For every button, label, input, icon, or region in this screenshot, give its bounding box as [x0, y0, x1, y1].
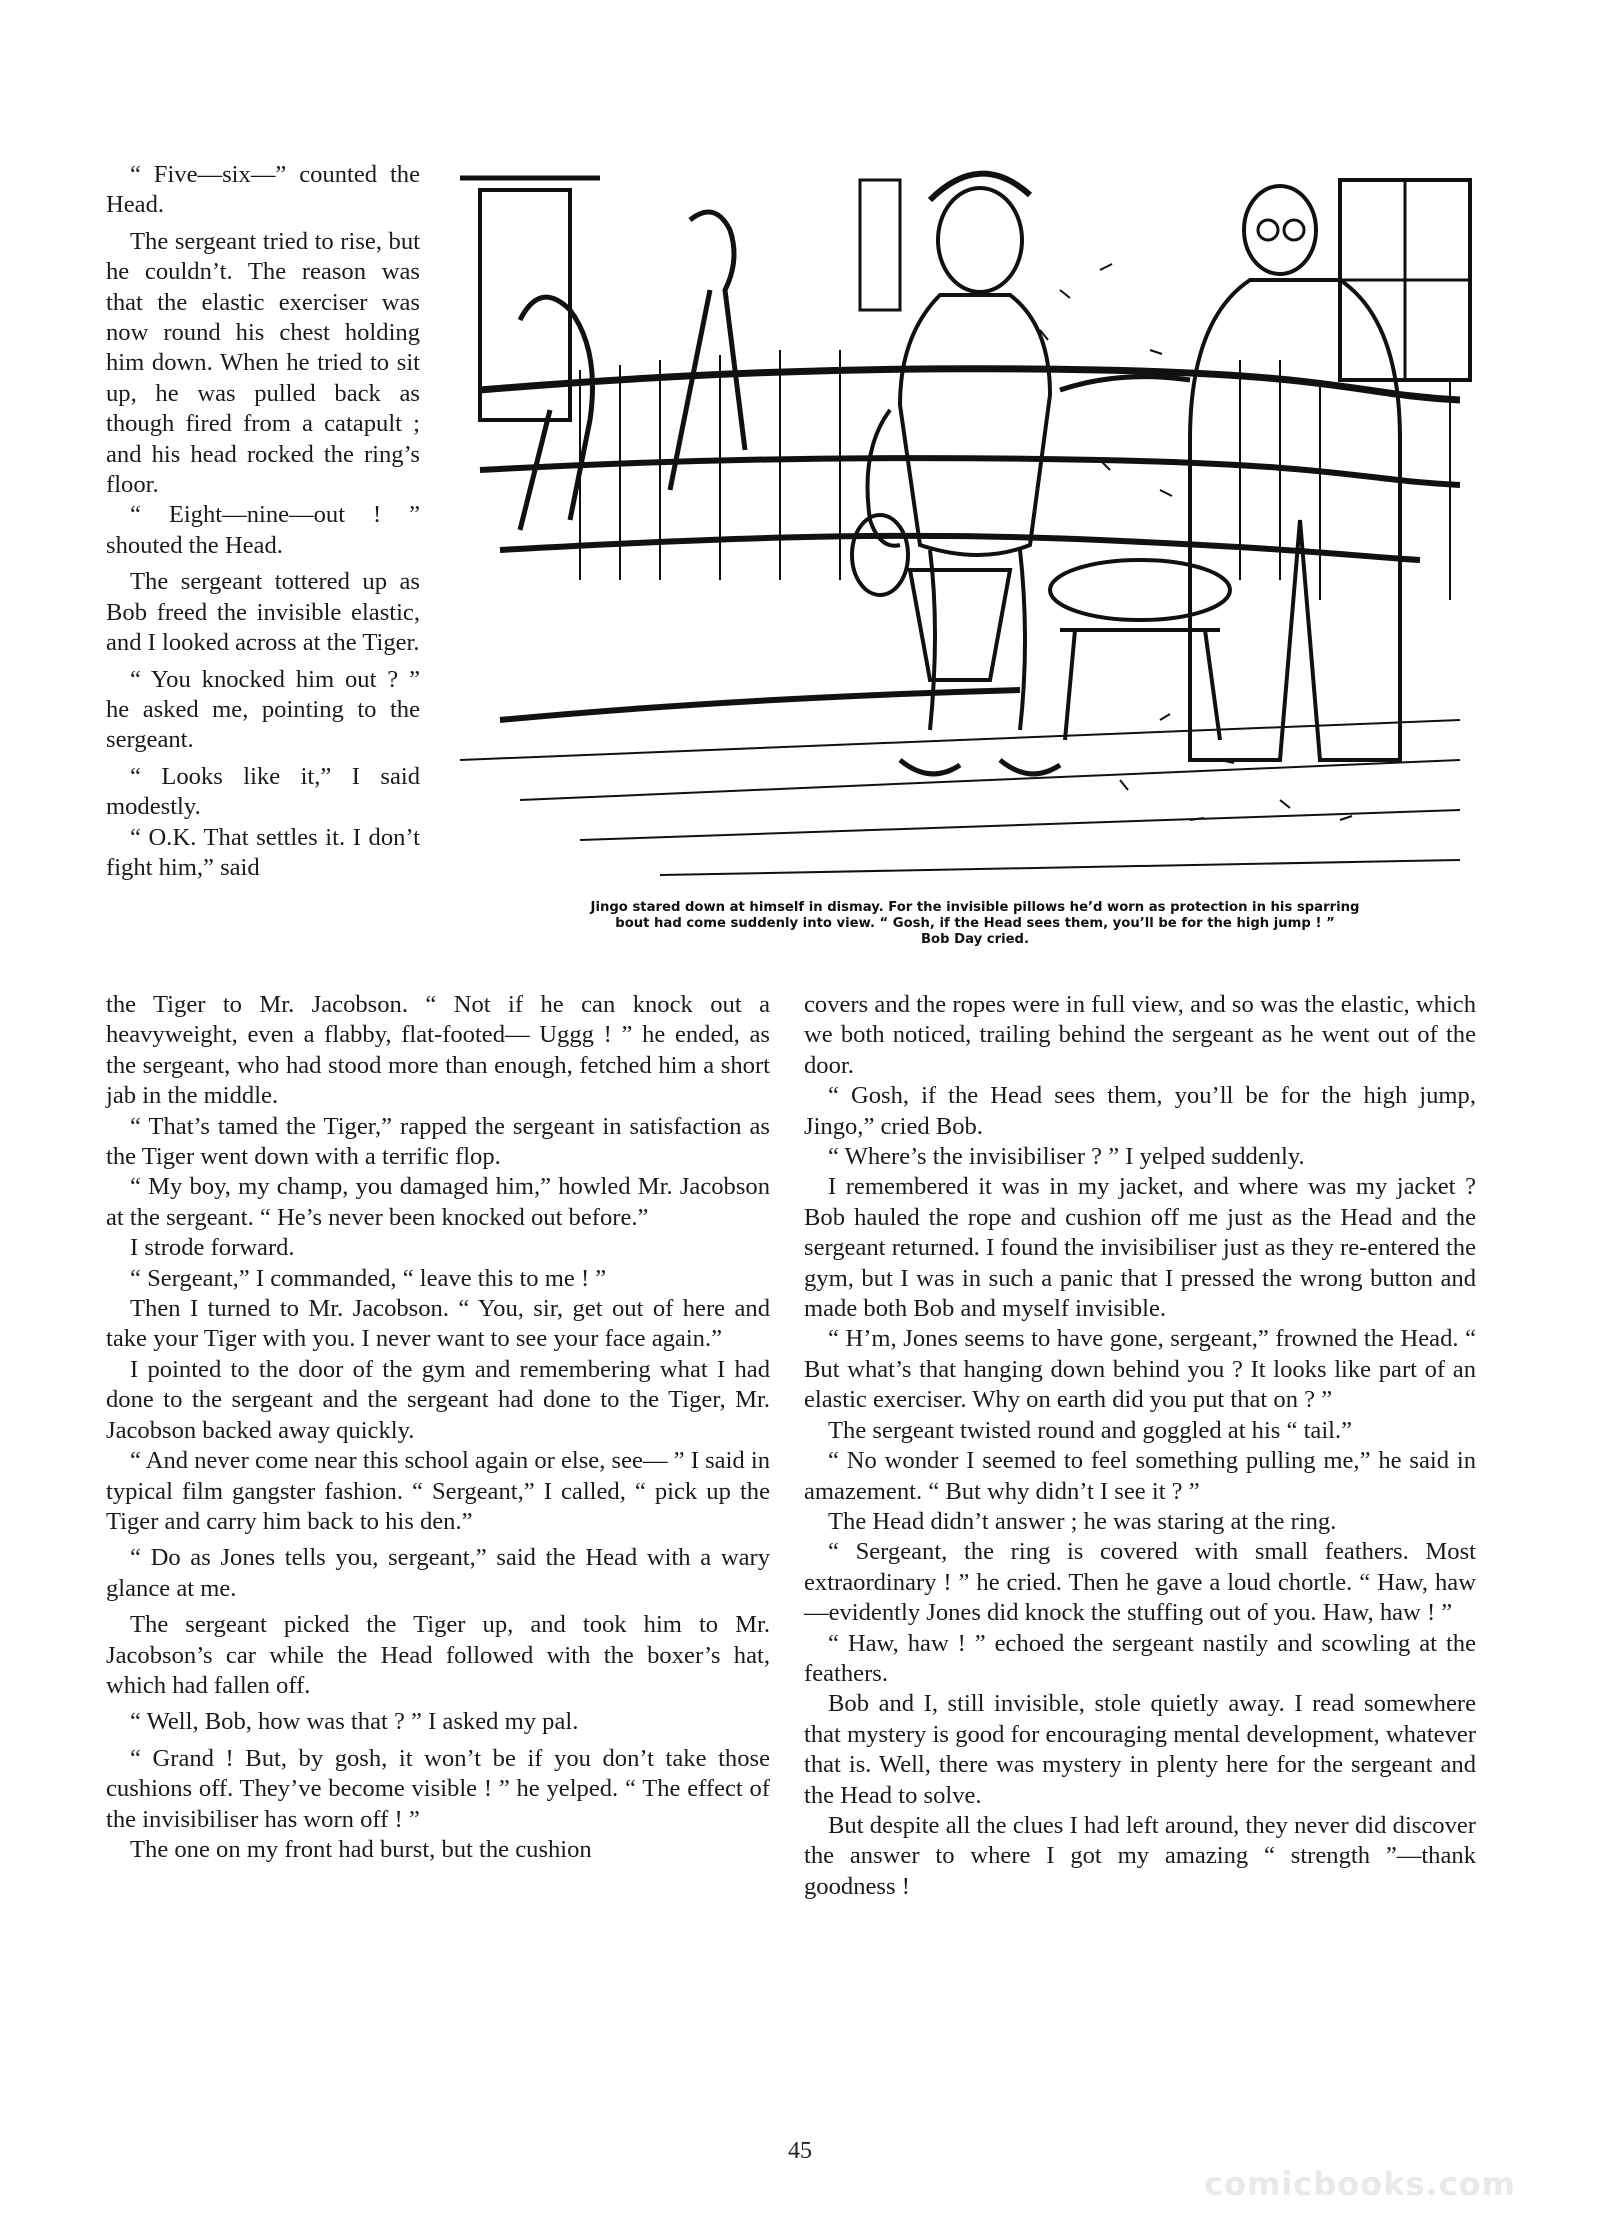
page-number: 45: [788, 2138, 812, 2164]
paragraph: “ Haw, haw ! ” echoed the sergeant nastily and scowling at the feathers.: [804, 1629, 1476, 1687]
paragraph: The Head didn’t answer ; he was staring at the ring.: [828, 1507, 1337, 1535]
paragraph: But despite all the clues I had left around, they never did discover the answer to where I got my amazing “ strength ”—thank goodness !: [804, 1811, 1476, 1900]
paragraph: The sergeant tried to rise, but he couldn’t. The reason was that the elastic exerciser was now round his chest holding him down. When he tried to sit up, he was pulled back as though fired from a catapult ; and his head rocked the ring’s floor.: [106, 227, 420, 499]
story-column-left: [106, 990, 770, 1865]
paragraph: “ Eight—nine—out ! ” shouted the Head.: [106, 501, 420, 559]
paragraph: covers and the ropes were in full view, and so was the elastic, which we both noticed, trailing behind the sergeant as he went out of the door.: [804, 991, 1476, 1079]
paragraph: “ H’m, Jones seems to have gone, sergeant,” frowned the Head. “ But what’s that hanging down behind you ? It looks like part of an elastic exerciser. Why on earth did you put that on ? ”: [804, 1325, 1476, 1414]
watermark: comicbooks.com: [1204, 2165, 1516, 2203]
caption-line: bout had come suddenly into view. “ Gosh, if the Head sees them, you’ll be for the high jump ! ”: [615, 916, 1335, 931]
paragraph: I pointed to the door of the gym and remembering what I had done to the sergeant and the sergeant had done to the Tiger, Mr. Jacobson backed away quickly.: [106, 1355, 770, 1444]
paragraph: “ O.K. That settles it. I don’t fight him,” said: [106, 823, 420, 881]
boxing-ring-illustration: [460, 160, 1490, 900]
paragraph: “ My boy, my champ, you damaged him,” howled Mr. Jacobson at the sergeant. “ He’s never been knocked out before.”: [106, 1173, 770, 1231]
story-column-right: [804, 990, 1476, 1902]
paragraph: The sergeant picked the Tiger up, and took him to Mr. Jacobson’s car while the Head followed with the boxer’s hat, which had fallen off.: [106, 1611, 770, 1699]
paragraph: “ You knocked him out ? ” he asked me, pointing to the sergeant.: [106, 665, 420, 754]
paragraph: Then I turned to Mr. Jacobson. “ You, sir, get out of here and take your Tiger with you. I never want to see your face again.”: [106, 1295, 770, 1353]
paragraph: The sergeant tottered up as Bob freed the invisible elastic, and I looked across at the Tiger.: [106, 568, 420, 657]
paragraph: “ Five—six—” counted the Head.: [106, 161, 420, 219]
paragraph: “ Looks like it,” I said modestly.: [106, 762, 420, 821]
paragraph: “ Sergeant, the ring is covered with small feathers. Most extraordinary ! ” he cried. Then he gave a loud chortle. “ Haw, haw—evidently Jones did knock the stuffing out of you. Haw, haw ! ”: [804, 1538, 1476, 1627]
paragraph: the Tiger to Mr. Jacobson. “ Not if he can knock out a heavyweight, even a flabby, flat-footed— Uggg ! ” he ended, as the sergeant, who had stood more than enough, fetched him a short jab in the middle.: [106, 991, 770, 1110]
paragraph: “ Well, Bob, how was that ? ” I asked my pal.: [130, 1708, 579, 1736]
paragraph: “ Sergeant,” I commanded, “ leave this to me ! ”: [130, 1264, 607, 1292]
paragraph: “ Grand ! But, by gosh, it won’t be if you don’t take those cushions off. They’ve become visible ! ” he yelped. “ The effect of the invisibiliser has worn off ! ”: [106, 1744, 770, 1833]
paragraph: “ No wonder I seemed to feel something pulling me,” he said in amazement. “ But why didn’t I see it ? ”: [804, 1447, 1476, 1505]
paragraph: “ And never come near this school again or else, see— ” I said in typical film gangster fashion. “ Sergeant,” I called, “ pick up the Tiger and carry him back to his den.”: [106, 1447, 770, 1535]
illustration-caption: [450, 900, 1500, 948]
story-column-narrow: [106, 160, 420, 883]
caption-line: Jingo stared down at himself in dismay. For the invisible pillows he’d worn as protection in his sparring: [590, 900, 1360, 915]
paragraph: “ Where’s the invisibiliser ? ” I yelped suddenly.: [828, 1143, 1305, 1171]
paragraph: The sergeant twisted round and goggled at his “ tail.”: [828, 1416, 1353, 1444]
paragraph: “ Gosh, if the Head sees them, you’ll be for the high jump, Jingo,” cried Bob.: [804, 1082, 1476, 1140]
paragraph: “ That’s tamed the Tiger,” rapped the sergeant in satisfaction as the Tiger went down with a terrific flop.: [106, 1112, 770, 1171]
caption-line: Bob Day cried.: [920, 932, 1029, 947]
paragraph: The one on my front had burst, but the cushion: [130, 1835, 592, 1863]
paragraph: I strode forward.: [130, 1234, 295, 1262]
paragraph: “ Do as Jones tells you, sergeant,” said the Head with a wary glance at me.: [106, 1544, 770, 1602]
paragraph: Bob and I, still invisible, stole quietly away. I read somewhere that mystery is good for encouraging mental development, whatever that is. Well, there was mystery in plenty here for the sergeant and the Head to solve.: [804, 1690, 1476, 1809]
paragraph: I remembered it was in my jacket, and where was my jacket ? Bob hauled the rope and cushion off me just as the Head and the sergeant returned. I found the invisibiliser just as they re-entered the gym, but I was in such a panic that I pressed the wrong button and made both Bob and myself invisible.: [804, 1173, 1476, 1323]
